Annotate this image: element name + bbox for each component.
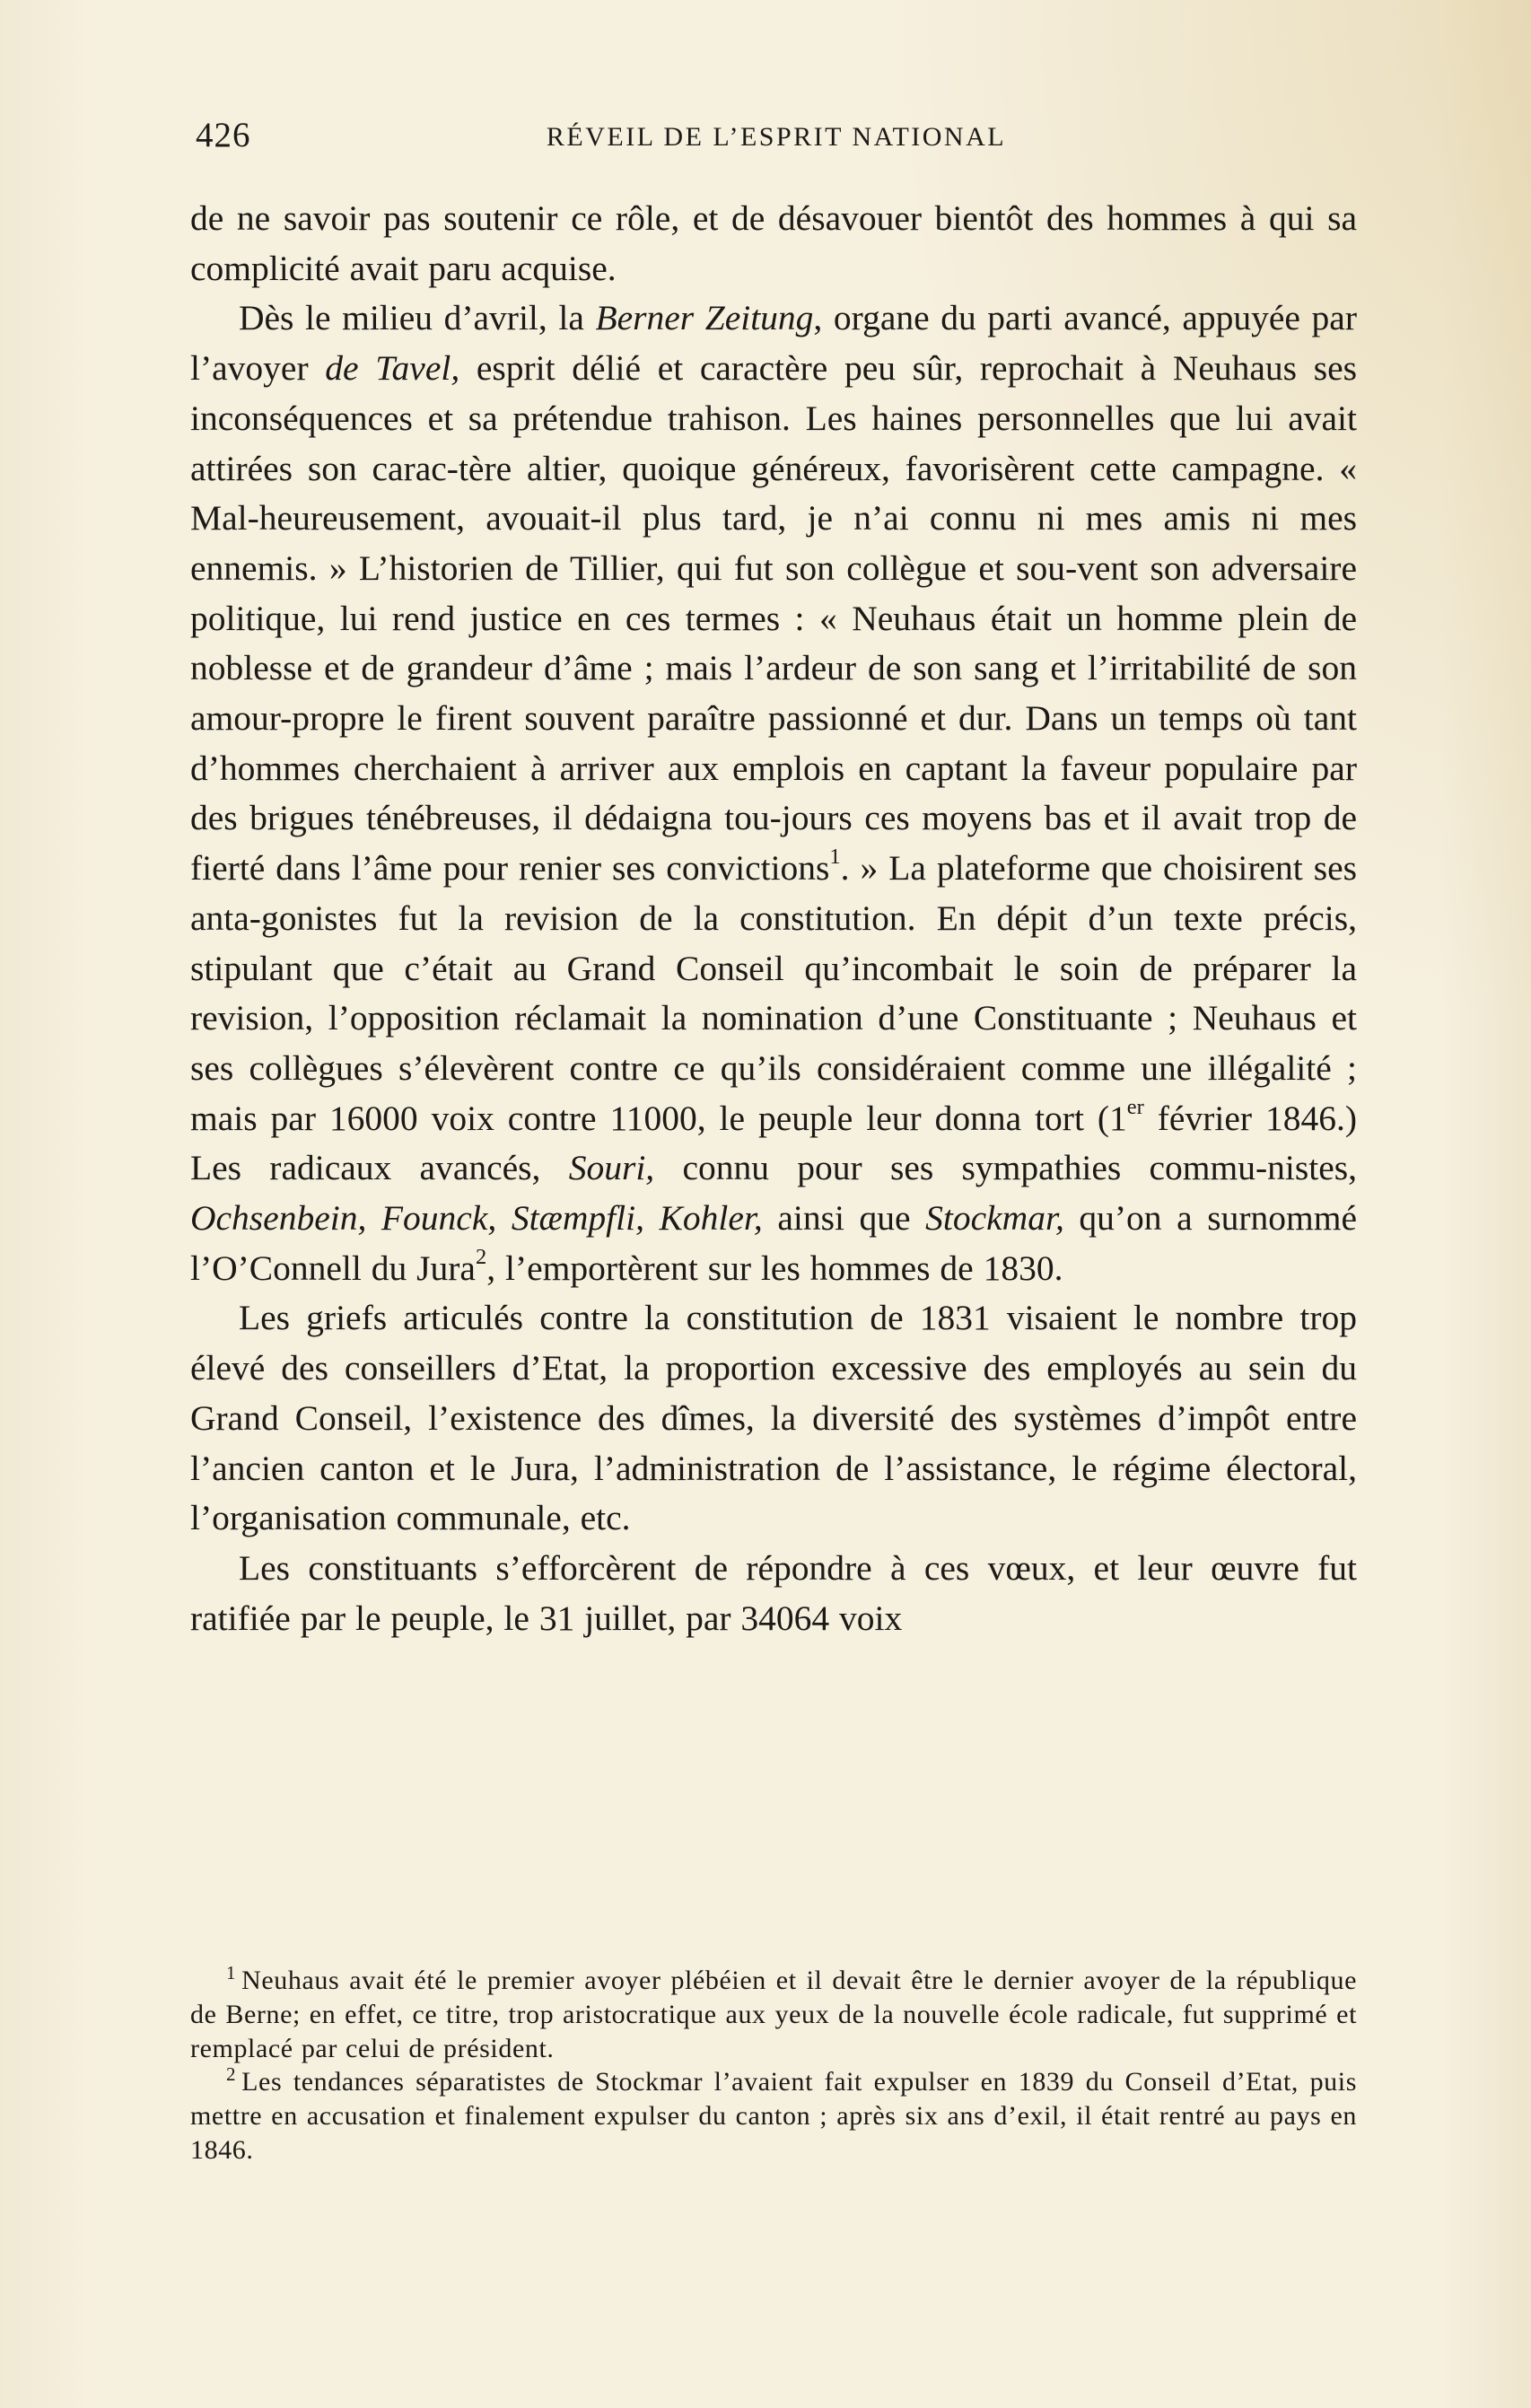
footnote-reference: 2 bbox=[475, 1244, 487, 1269]
footnote-reference: 1 bbox=[829, 845, 841, 870]
text-run: . » La plateforme que choisirent ses anta-gonistes fut la revision de la constitution. En dépit d’un texte précis, stipulant que c’était au Grand Conseil qu’incombait le soin de préparer la revision, l’opposition réclamait la nomination d’une Constituante ; Neuhaus et ses collègues s’élevèrent contre ce qu’ils considéraient comme une illégalité ; mais par 16000 voix contre 11000, le peuple leur donna tort ( bbox=[190, 848, 1357, 1138]
italic-text: Berner Zeitung bbox=[595, 298, 814, 338]
footnote-reference: er bbox=[1126, 1094, 1144, 1119]
text-run: Les griefs articulés contre la constitution de 1831 visaient le nombre trop élevé des conseillers d’Etat, la proportion excessive des employés au sein du Grand Conseil, l’existence des dîmes, la diversité des systèmes d’impôt entre l’ancien canton et le Jura, l’administration de l’assistance, le régime électoral, l’organisation communale, etc. bbox=[190, 1298, 1357, 1538]
footnote-text: Neuhaus avait été le premier avoyer plébéien et il devait être le dernier avoyer de la république de Berne; en effet, ce titre, trop aristocratique aux yeux de la nouvelle école radicale, fut supprimé et remplacé par celui de président. bbox=[190, 1966, 1357, 2063]
italic-text: Stockmar, bbox=[925, 1198, 1064, 1239]
footnote bbox=[190, 2065, 1357, 2167]
italic-text: Ochsenbein, Founck, Stæmpfli, Kohler, bbox=[190, 1198, 763, 1239]
footnote-mark: 2 bbox=[226, 2063, 237, 2086]
text-run: connu pour ses sympathies commu-nistes, bbox=[654, 1148, 1357, 1188]
text-run: , l’emportèrent sur les hommes de 1830. bbox=[486, 1248, 1063, 1288]
paragraph bbox=[190, 1293, 1357, 1544]
text-run: de ne savoir pas soutenir ce rôle, et de désavouer bientôt des hommes à qui sa complicité avait paru acquise. bbox=[190, 198, 1357, 288]
text-run: ainsi que bbox=[762, 1198, 926, 1239]
paragraph bbox=[190, 293, 1357, 1293]
text-run: , organe du parti avancé, appuyée par l’avoyer bbox=[190, 298, 1357, 389]
paragraph bbox=[190, 1544, 1357, 1643]
body-text bbox=[190, 194, 1357, 1643]
text-run: esprit délié et caractère peu sûr, reprochait à Neuhaus ses inconséquences et sa prétendue trahison. Les haines personnelles que lui avait attirées son carac-tère altier, quoique généreux, favorisèrent cette campagne. « Mal-heureusement, avouait-il plus tard, je n’ai connu ni mes amis ni mes ennemis. » L’historien de Tillier, qui fut son collègue et sou-vent son adversaire politique, lui rend justice en ces termes : « Neuhaus était un homme plein de noblesse et de grandeur d’âme ; mais l’ardeur de son sang et l’irritabilité de son amour-propre le firent souvent paraître passionné et dur. Dans un temps où tant d’hommes cherchaient à arriver aux emplois en captant la faveur populaire par des brigues ténébreuses, il dédaigna tou-jours ces moyens bas et il avait trop de fierté dans l’âme pour renier ses convictions bbox=[190, 348, 1357, 889]
text-run: février 1846.) Les radicaux avancés, bbox=[190, 1098, 1358, 1188]
text-run: Dès le milieu d’avril, la bbox=[239, 298, 596, 338]
italic-text: Souri, bbox=[568, 1148, 655, 1188]
text-run: qu’on a surnommé l’O’Connell du Jura bbox=[190, 1198, 1357, 1288]
paragraph bbox=[190, 194, 1357, 293]
page-header bbox=[196, 115, 1357, 169]
footnote bbox=[190, 1964, 1357, 2065]
page-number: 426 bbox=[196, 116, 251, 154]
text-run: Les constituants s’efforcèrent de répondre à ces vœux, et leur œuvre fut ratifiée par le peuple, le 31 juillet, par 34064 voix bbox=[190, 1547, 1357, 1638]
footnotes bbox=[190, 1964, 1357, 2167]
text-run: 1 bbox=[1109, 1098, 1127, 1138]
italic-text: de Tavel, bbox=[325, 348, 460, 389]
footnote-mark: 1 bbox=[226, 1962, 237, 1983]
footnote-text: Les tendances séparatistes de Stockmar l’avaient fait expulser en 1839 du Conseil d’Etat, puis mettre en accusation et finalement expulser du canton ; après six ans d’exil, il était rentré au pays en 1846. bbox=[190, 2067, 1357, 2165]
running-title: RÉVEIL DE L’ESPRIT NATIONAL bbox=[546, 122, 1007, 152]
